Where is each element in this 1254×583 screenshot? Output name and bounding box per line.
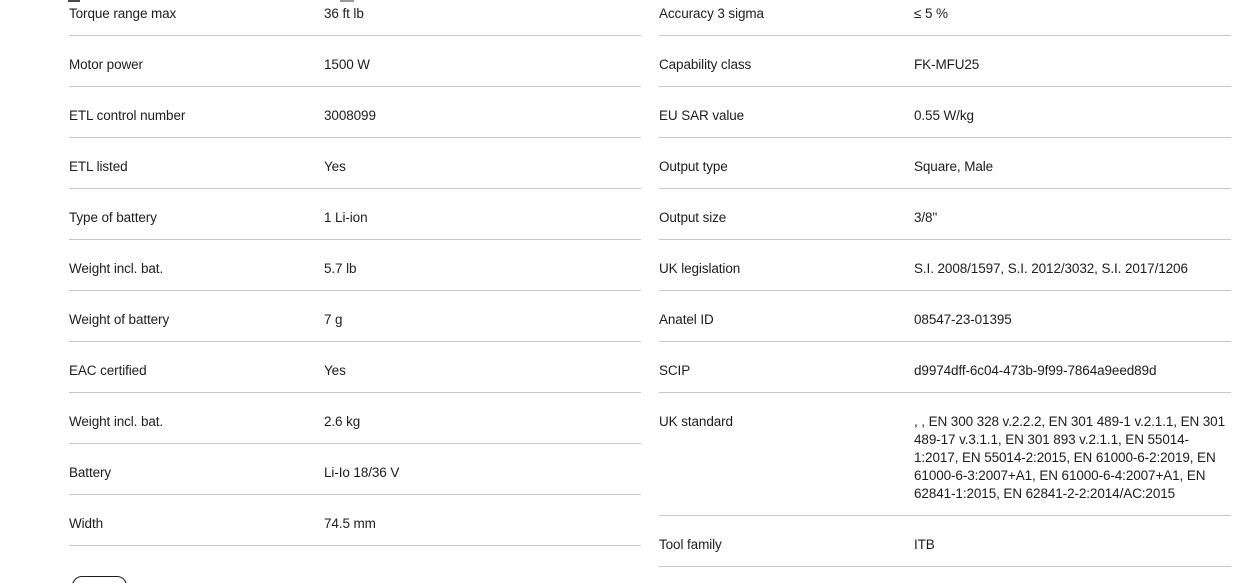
spec-value: 3008099: [324, 108, 376, 123]
spec-label: Width: [69, 516, 104, 531]
spec-row: [69, 393, 641, 444]
spec-label: EU SAR value: [659, 108, 745, 123]
spec-value: 3/8": [914, 210, 938, 225]
spec-label: Tool family: [659, 537, 722, 552]
spec-value: 0.55 W/kg: [914, 108, 974, 123]
spec-row: [69, 342, 641, 393]
spec-label: SCIP: [659, 363, 691, 378]
spec-label: Torque range max: [69, 6, 177, 21]
spec-value: Square, Male: [914, 159, 994, 174]
spec-row: [69, 291, 641, 342]
spec-row: [659, 87, 1231, 138]
spec-row: [69, 87, 641, 138]
spec-row: [659, 342, 1231, 393]
spec-label: Anatel ID: [659, 312, 714, 327]
spec-label: Weight incl. bat.: [69, 414, 164, 429]
spec-row: [659, 0, 1231, 36]
spec-label: Accuracy 3 sigma: [659, 6, 764, 21]
spec-label: Battery: [69, 465, 112, 480]
spec-value: ITB: [914, 537, 935, 552]
spec-value: 2.6 kg: [324, 414, 361, 429]
spec-value: 1500 W: [324, 57, 370, 72]
spec-label: ETL control number: [69, 108, 186, 123]
spec-row: [659, 189, 1231, 240]
spec-value: Li-Io 18/36 V: [324, 465, 400, 480]
spec-label: Weight of battery: [69, 312, 170, 327]
spec-label: Output size: [659, 210, 727, 225]
spec-label: UK standard: [659, 414, 733, 429]
spec-column-right: [659, 0, 1231, 567]
spec-label: Output type: [659, 159, 728, 174]
spec-value: 5.7 lb: [324, 261, 357, 276]
spec-row: [69, 36, 641, 87]
spec-column-left: [69, 0, 641, 546]
spec-value: S.I. 2008/1597, S.I. 2012/3032, S.I. 2017/1206: [914, 261, 1188, 276]
spec-label: Capability class: [659, 57, 752, 72]
spec-label: Motor power: [69, 57, 143, 72]
spec-row: [69, 138, 641, 189]
spec-value: 74.5 mm: [324, 516, 376, 531]
spec-table: [69, 0, 1231, 567]
spec-value: 7 g: [324, 312, 343, 327]
spec-value: Yes: [324, 159, 346, 174]
spec-value: 1 Li-ion: [324, 210, 368, 225]
spec-row: [659, 240, 1231, 291]
spec-row: [69, 189, 641, 240]
spec-row: [69, 444, 641, 495]
spec-row: [659, 516, 1231, 567]
spec-value: d9974dff-6c04-473b-9f99-7864a9eed89d: [914, 363, 1157, 378]
spec-row: [659, 36, 1231, 87]
spec-label: Weight incl. bat.: [69, 261, 164, 276]
spec-value: 08547-23-01395: [914, 312, 1012, 327]
spec-label: UK legislation: [659, 261, 741, 276]
spec-row: [69, 0, 641, 36]
spec-value: , , EN 300 328 v.2.2.2, EN 301 489-1 v.2.1.1, EN 301 489-17 v.3.1.1, EN 301 893 v.2.1.1, EN 55014-1:2017, EN 55014-2:2015, EN 61000-6-2:2019, EN 61000-6-3:2007+A1, EN 61000-6-4:2007+A1, EN 62841-1:2015, EN 62841-2-2:2014/AC:2015: [914, 414, 1225, 501]
spec-label: EAC certified: [69, 363, 147, 378]
spec-value: Yes: [324, 363, 346, 378]
spec-row: [659, 291, 1231, 342]
spec-value: ≤ 5 %: [914, 6, 948, 21]
spec-row: [69, 240, 641, 291]
spec-row: [659, 393, 1231, 516]
show-less-button[interactable]: [72, 576, 127, 583]
spec-row: [69, 495, 641, 546]
spec-value: FK-MFU25: [914, 57, 980, 72]
spec-value: 36 ft lb: [324, 6, 364, 21]
spec-label: Type of battery: [69, 210, 157, 225]
spec-row: [659, 138, 1231, 189]
spec-label: ETL listed: [69, 159, 128, 174]
